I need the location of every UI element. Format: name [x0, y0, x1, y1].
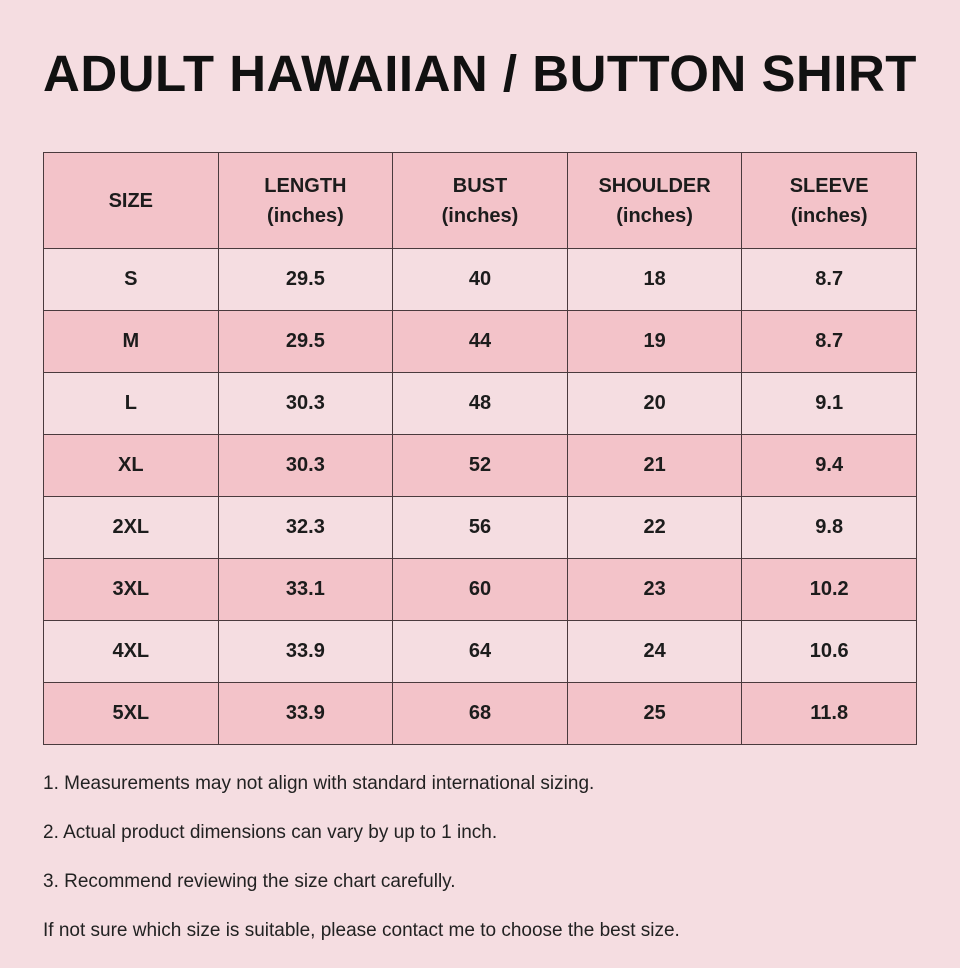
cell-sleeve: 11.8 — [742, 683, 917, 745]
header-bust — [393, 153, 568, 249]
cell-size: M — [44, 311, 219, 373]
table-header-row — [44, 153, 917, 249]
cell-length: 32.3 — [218, 497, 393, 559]
header-unit: (inches) — [441, 204, 519, 227]
cell-shoulder: 22 — [567, 497, 742, 559]
cell-bust: 56 — [393, 497, 568, 559]
cell-shoulder: 21 — [567, 435, 742, 497]
table-row — [44, 249, 917, 311]
table-row — [44, 683, 917, 745]
cell-sleeve: 10.6 — [742, 621, 917, 683]
cell-size: XL — [44, 435, 219, 497]
cell-size: 3XL — [44, 559, 219, 621]
header-label: BUST — [452, 174, 508, 197]
cell-shoulder: 23 — [567, 559, 742, 621]
header-label: SLEEVE — [789, 174, 869, 197]
size-chart-table — [43, 152, 917, 745]
header-sleeve — [742, 153, 917, 249]
note-review: 3. Recommend reviewing the size chart carefully. — [43, 871, 456, 892]
cell-bust: 40 — [393, 249, 568, 311]
cell-length: 33.9 — [218, 621, 393, 683]
table-row — [44, 497, 917, 559]
cell-length: 33.9 — [218, 683, 393, 745]
cell-bust: 52 — [393, 435, 568, 497]
header-unit: (inches) — [267, 204, 344, 227]
cell-bust: 64 — [393, 621, 568, 683]
cell-length: 30.3 — [218, 373, 393, 435]
header-shoulder — [567, 153, 742, 249]
cell-length: 29.5 — [218, 249, 393, 311]
cell-length: 30.3 — [218, 435, 393, 497]
cell-bust: 44 — [393, 311, 568, 373]
cell-size: 4XL — [44, 621, 219, 683]
cell-size: 5XL — [44, 683, 219, 745]
table-row — [44, 559, 917, 621]
cell-sleeve: 8.7 — [742, 311, 917, 373]
header-label: LENGTH — [264, 174, 347, 197]
cell-shoulder: 19 — [567, 311, 742, 373]
cell-size: 2XL — [44, 497, 219, 559]
table-row — [44, 373, 917, 435]
cell-shoulder: 25 — [567, 683, 742, 745]
header-unit: (inches) — [616, 204, 693, 227]
cell-bust: 68 — [393, 683, 568, 745]
cell-bust: 60 — [393, 559, 568, 621]
cell-length: 33.1 — [218, 559, 393, 621]
cell-sleeve: 8.7 — [742, 249, 917, 311]
header-size — [44, 153, 219, 249]
table-row — [44, 621, 917, 683]
cell-shoulder: 18 — [567, 249, 742, 311]
cell-sleeve: 9.1 — [742, 373, 917, 435]
table-row — [44, 311, 917, 373]
cell-sleeve: 10.2 — [742, 559, 917, 621]
cell-size: S — [44, 249, 219, 311]
cell-sleeve: 9.4 — [742, 435, 917, 497]
cell-length: 29.5 — [218, 311, 393, 373]
table-row — [44, 435, 917, 497]
cell-bust: 48 — [393, 373, 568, 435]
cell-size: L — [44, 373, 219, 435]
note-measurements: 1. Measurements may not align with standard international sizing. — [43, 773, 595, 794]
page-title: ADULT HAWAIIAN / BUTTON SHIRT — [43, 45, 917, 102]
header-unit: (inches) — [790, 204, 868, 227]
header-length — [218, 153, 393, 249]
cell-shoulder: 24 — [567, 621, 742, 683]
cell-sleeve: 9.8 — [742, 497, 917, 559]
note-contact: If not sure which size is suitable, please contact me to choose the best size. — [43, 920, 680, 941]
note-dimensions: 2. Actual product dimensions can vary by up to 1 inch. — [43, 822, 498, 843]
header-label: SHOULDER — [598, 174, 711, 197]
cell-shoulder: 20 — [567, 373, 742, 435]
notes-section — [43, 772, 923, 968]
header-label: SIZE — [108, 189, 154, 212]
